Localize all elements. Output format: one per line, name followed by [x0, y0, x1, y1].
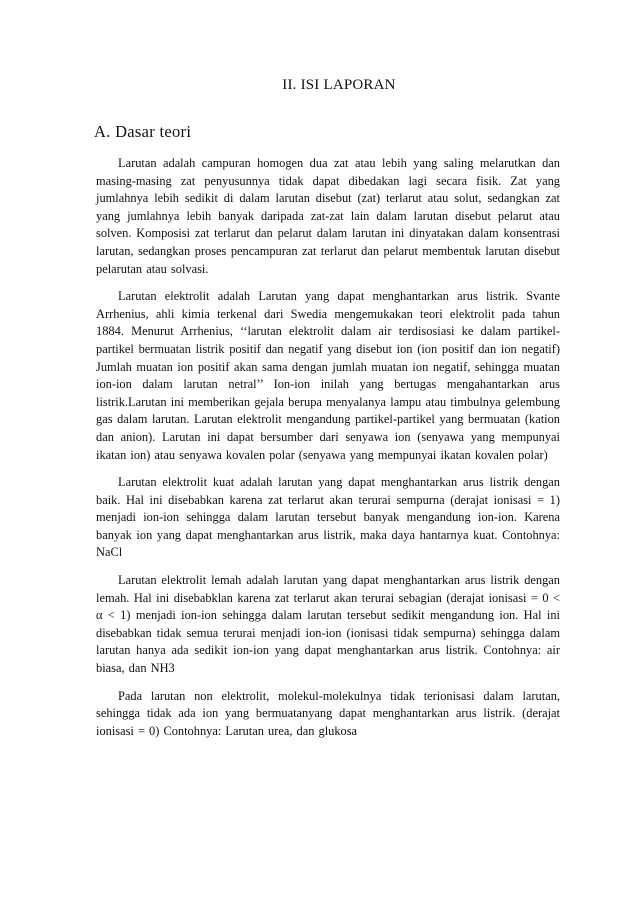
- paragraph-elektrolit-kuat: Larutan elektrolit kuat adalah larutan yang dapat menghantarkan arus listrik dengan baik. Hal ini disebabkan karena zat terlarut akan terurai sempurna (derajat ionisasi = 1) menjadi ion-ion sehingga dalam larutan tersebut banyak mengandung ion-ion. Karena banyak ion yang dapat menghantarkan arus listrik, maka daya hantarnya kuat. Contohnya: NaCl: [96, 475, 560, 560]
- paragraph-non-elektrolit: Pada larutan non elektrolit, molekul-molekulnya tidak terionisasi dalam larutan, sehingga tidak ada ion yang bermuatanyang dapat menghantarkan arus listrik. (derajat ionisasi = 0) Contohnya: Larutan urea, dan glukosa: [96, 688, 560, 738]
- page-heading: II. ISI LAPORAN: [282, 77, 396, 93]
- paragraph-larutan: Larutan adalah campuran homogen dua zat atau lebih yang saling melarutkan dan masing-masing zat penyusunnya tidak dapat dibedakan lagi secara fisik. Zat yang jumlahnya lebih sedikit di dalam larutan disebut (zat) terlarut atau solut, sedangkan zat yang jumlahnya lebih banyak daripada zat-zat lain dalam larutan disebut pelarut atau solven. Komposisi zat terlarut dan pelarut dalam larutan ini dinyatakan dalam konsentrasi larutan, sedangkan proses pencampuran zat terlarut dan pelarut membentuk larutan disebut pelarutan atau solvasi.: [96, 156, 560, 276]
- body-text: [96, 155, 560, 750]
- section-title: A. Dasar teori: [94, 122, 192, 141]
- paragraph-elektrolit: Larutan elektrolit adalah Larutan yang dapat menghantarkan arus listrik. Svante Arrhenius, ahli kimia terkenal dari Swedia mengemukakan teori elektrolit pada tahun 1884. Menurut Arrhenius, ‘‘larutan elektrolit dalam air terdisosiasi ke dalam partikel-partikel bermuatan listrik positif dan negatif yang disebut ion (ion positif dan ion negatif) Jumlah muatan ion positif akan sama dengan jumlah muatan ion negatif, sehingga muatan ion-ion dalam larutan netral’’ Ion-ion inilah yang bertugas mengahantarkan arus listrik.Larutan ini memberikan gejala berupa menyalanya lampu atau timbulnya gelembung gas dalam larutan. Larutan elektrolit mengandung partikel-partikel yang bermuatan (kation dan anion). Larutan ini dapat bersumber dari senyawa ion (senyawa yang mempunyai ikatan ion) atau senyawa kovalen polar (senyawa yang mempunyai ikatan kovalen polar): [96, 289, 560, 462]
- paragraph-elektrolit-lemah: Larutan elektrolit lemah adalah larutan yang dapat menghantarkan arus listrik dengan lemah. Hal ini disebabklan karena zat terlarut akan terurai sebagian (derajat ionisasi = 0 < α < 1) menjadi ion-ion sehingga dalam larutan tersebut sedikit mengandung ion. Hal ini disebabkan tidak semua terurai menjadi ion-ion (ionisasi tidak sempurna) sehingga dalam larutan hanya ada sedikit ion-ion yang dapat menghantarkan arus listrik. Contohnya: air biasa, dan NH3: [96, 573, 560, 676]
